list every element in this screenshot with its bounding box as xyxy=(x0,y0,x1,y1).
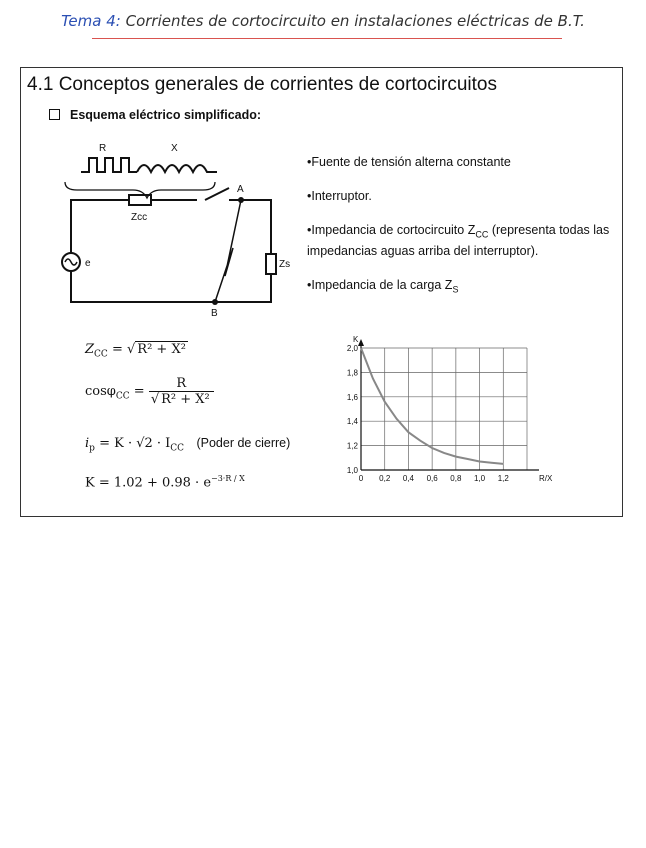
formula-cos: cosφ$_{CC}$ = $\frac{R}{\text{√ R² + X²}}$ xyxy=(85,376,214,407)
section-subheading xyxy=(49,108,261,122)
bullet-item: •Impedancia de la carga $Z_S$ xyxy=(307,277,459,294)
header-prefix: Tema 4: xyxy=(61,12,121,30)
x-tick-label: 1,2 xyxy=(497,474,509,483)
x-tick-label: 0,6 xyxy=(426,474,438,483)
page-header xyxy=(0,12,646,30)
label-a: A xyxy=(237,184,244,195)
header-underline xyxy=(92,38,562,39)
x-axis-label: R/X xyxy=(539,474,553,483)
short-circuit-line xyxy=(215,200,241,302)
bullet-item: •Impedancia de cortocircuito $Z_{CC}$ (representa todas las impedancias aguas arriba del interruptor). xyxy=(307,223,610,258)
bullet-list xyxy=(307,154,619,315)
y-tick-label: 1,2 xyxy=(346,441,358,451)
circuit-diagram xyxy=(61,136,296,321)
zs-impedance xyxy=(266,254,276,274)
x-tick-label: 0 xyxy=(358,474,364,483)
x-tick-label: 0,2 xyxy=(379,474,391,483)
x-tick-label: 0,8 xyxy=(450,474,462,483)
subheading-text: Esquema eléctrico simplificado: xyxy=(70,108,262,122)
header-title: Corrientes de cortocircuito en instalaciones eléctricas de B.T. xyxy=(125,12,585,30)
formula-k: $K = 1.02 + 0.98 \cdot e^{-3\cdot R / X}$ xyxy=(85,474,245,491)
label-e: e xyxy=(85,258,91,269)
resistor-symbol xyxy=(81,158,137,172)
content-card xyxy=(20,67,623,517)
x-tick-label: 1,0 xyxy=(474,474,486,483)
y-tick-label: 1,4 xyxy=(346,417,358,427)
y-tick-label: 1,0 xyxy=(346,466,358,475)
x-tick-label: 0,4 xyxy=(402,474,414,483)
label-zs: Zs xyxy=(279,259,291,270)
label-r: R xyxy=(99,143,107,154)
formula-zcc: $Z_{CC}$ = √ R² + X² xyxy=(85,342,186,360)
formula-note: (Poder de cierre) xyxy=(196,436,291,450)
label-zcc: Zcc xyxy=(131,212,148,223)
formula-ip: $i_p = K \cdot √2 \cdot I_{CC}$ (Poder de cierre) xyxy=(85,436,291,454)
checkbox-bullet-icon xyxy=(49,109,60,120)
label-b: B xyxy=(211,308,218,319)
bullet-item: •Fuente de tensión alterna constante xyxy=(307,155,511,169)
y-axis-label: K xyxy=(353,335,359,344)
section-title: 4.1 Conceptos generales de corrientes de cortocircuitos xyxy=(27,74,497,95)
y-axis-arrow xyxy=(358,339,364,346)
k-chart xyxy=(339,334,585,484)
y-tick-label: 1,6 xyxy=(346,392,358,402)
label-x: X xyxy=(171,143,178,154)
bullet-item: •Interruptor. xyxy=(307,189,372,203)
y-tick-label: 2,0 xyxy=(346,344,358,353)
circuit-wire xyxy=(71,200,129,282)
inductor-symbol xyxy=(137,165,217,172)
y-tick-label: 1,8 xyxy=(346,368,358,378)
